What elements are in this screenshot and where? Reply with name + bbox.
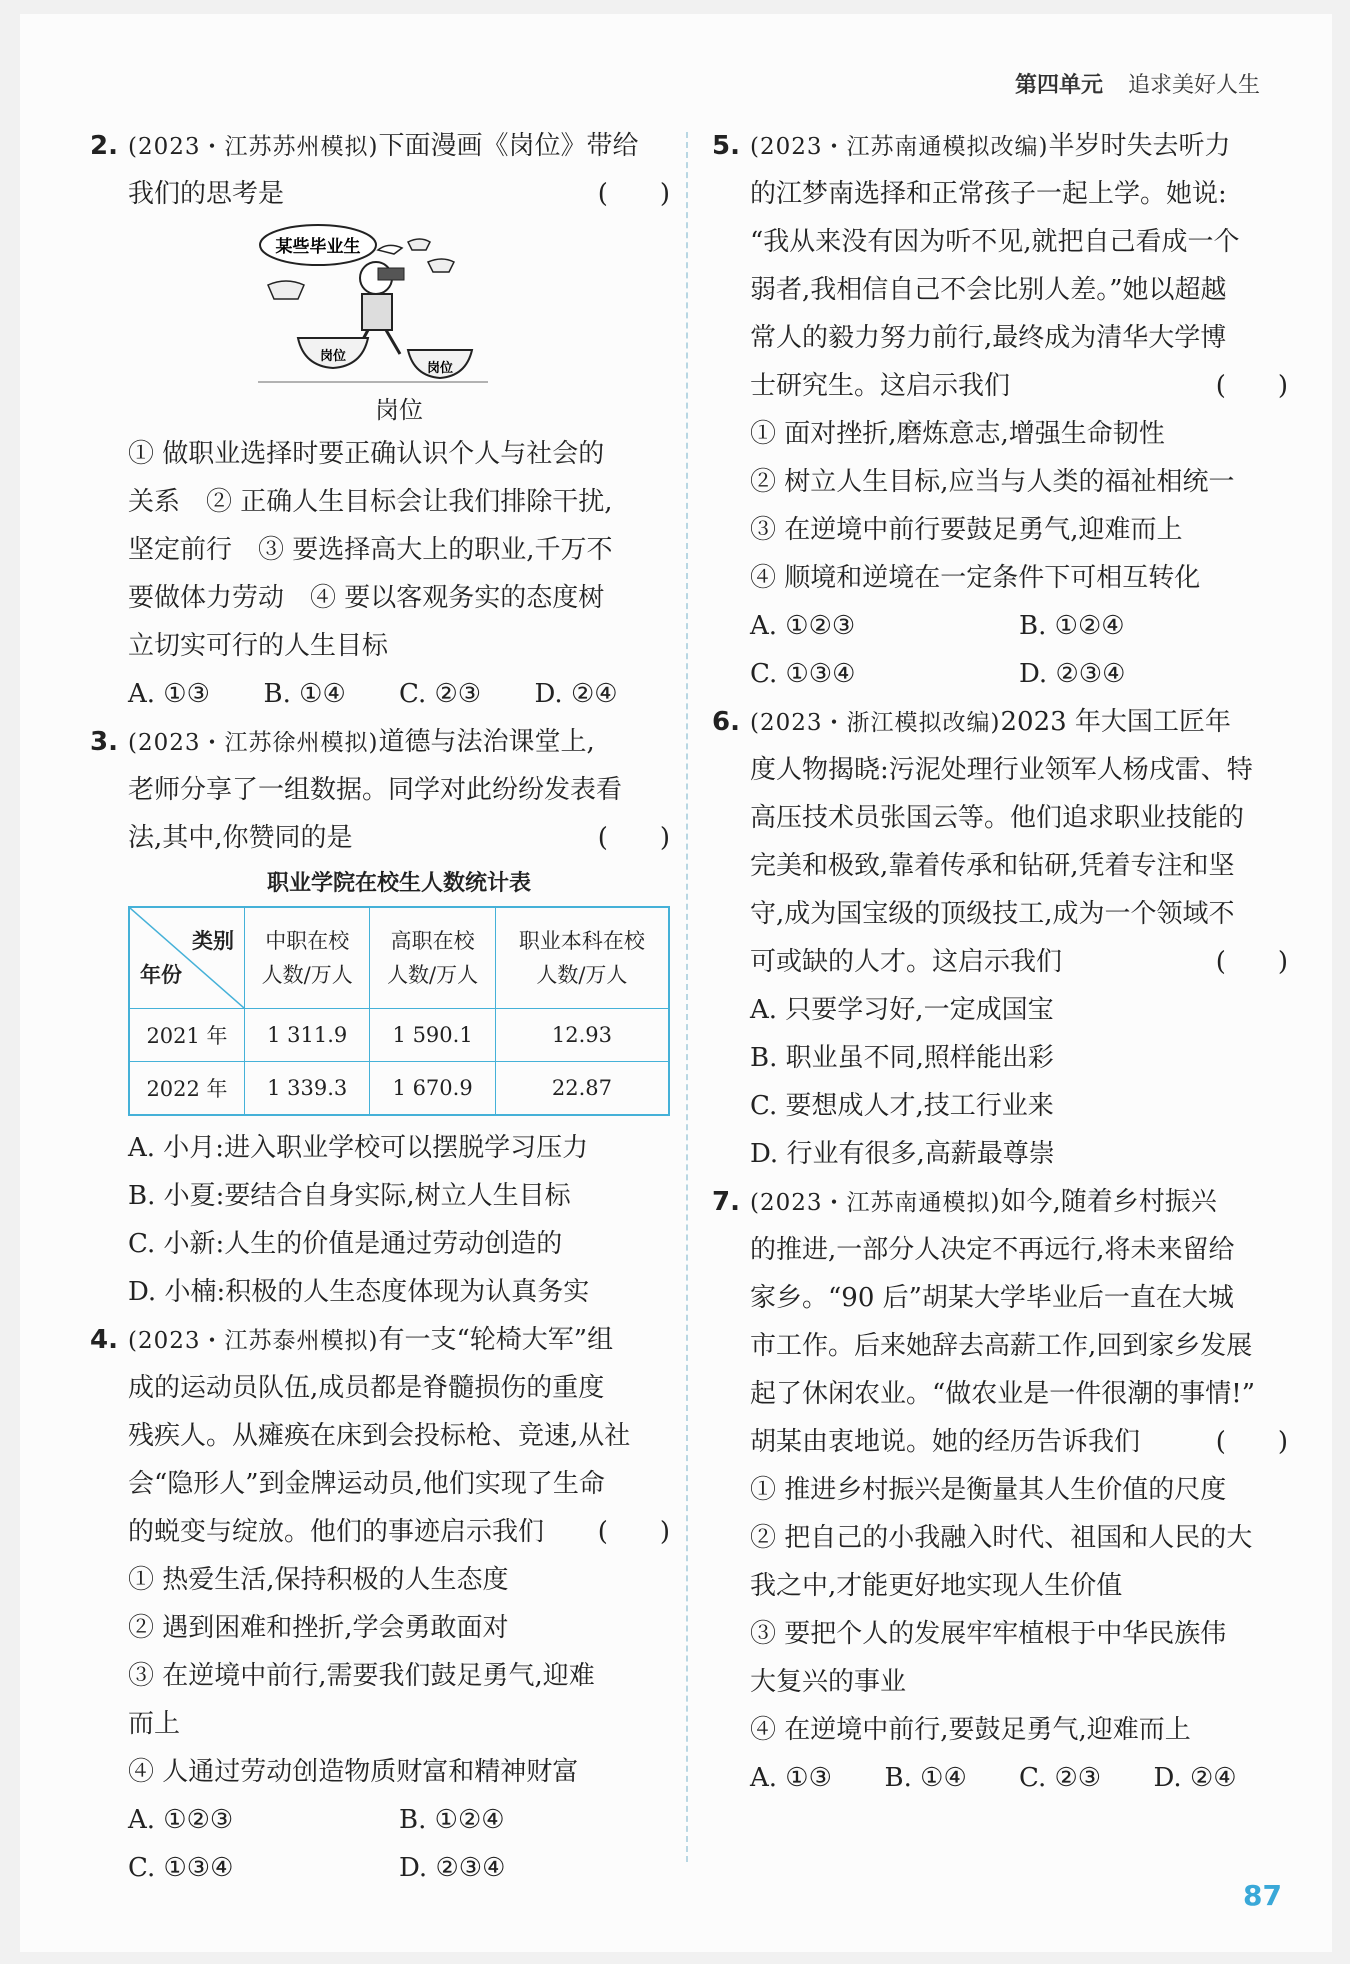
statement-line: ④ 在逆境中前行,要鼓足勇气,迎难而上 <box>750 1715 1191 1745</box>
answer-blank: ( ) <box>1215 947 1288 977</box>
statement-line: ② 把自己的小我融入时代、祖国和人民的大 <box>750 1523 1253 1553</box>
statement-line: 坚定前行 ③ 要选择高大上的职业,千万不 <box>128 535 613 565</box>
cartoon-caption: 岗位 <box>375 396 423 424</box>
statement-line: ③ 要把个人的发展牢牢植根于中华民族伟 <box>750 1619 1227 1649</box>
column-header: 职业本科在校 人数/万人 <box>495 907 669 1009</box>
corner-year-label: 年份 <box>140 963 182 987</box>
statement-line: 关系 ② 正确人生目标会让我们排除干扰, <box>128 487 613 517</box>
question-text: 胡某由衷地说。她的经历告诉我们 <box>750 1427 1141 1457</box>
answer-options <box>90 1796 670 1844</box>
corner-category-label: 类别 <box>192 929 234 953</box>
option-a[interactable]: A. ①②③ <box>750 611 856 641</box>
option-a[interactable]: A. ①③ <box>750 1763 832 1793</box>
question-source: (2023・江苏徐州模拟) <box>128 730 379 756</box>
option-b[interactable]: B. 小夏:要结合自身实际,树立人生目标 <box>128 1181 571 1211</box>
enrollment-table <box>128 906 670 1116</box>
textbook-page <box>20 14 1332 1952</box>
statement-line: ② 树立人生目标,应当与人类的福祉相统一 <box>750 467 1235 497</box>
option-b[interactable]: B. 职业虽不同,照样能出彩 <box>750 1043 1054 1073</box>
option-a[interactable]: A. 只要学习好,一定成国宝 <box>750 995 1054 1025</box>
question-text: 的江梦南选择和正常孩子一起上学。她说: <box>750 179 1227 209</box>
question-text: 残疾人。从瘫痪在床到会投标枪、竞速,从社 <box>128 1421 631 1451</box>
question-source: (2023・江苏南通模拟改编) <box>750 134 1049 160</box>
cartoon-label-bowl: 岗位 <box>426 361 454 376</box>
question-text: 起了休闲农业。“做农业是一件很潮的事情!” <box>750 1379 1256 1409</box>
option-d[interactable]: D. ②③④ <box>1019 659 1126 689</box>
question-text: 可或缺的人才。这启示我们 <box>750 947 1063 977</box>
question-number: 6. <box>712 707 740 737</box>
question-text: 2023 年大国工匠年 <box>1000 707 1231 737</box>
cartoon-illustration <box>258 220 498 390</box>
question-5 <box>712 122 1288 698</box>
question-text: 弱者,我相信自己不会比别人差。”她以超越 <box>750 275 1227 305</box>
statement-line: 我之中,才能更好地实现人生价值 <box>750 1571 1123 1601</box>
table-cell: 1 590.1 <box>370 1009 495 1062</box>
option-b[interactable]: B. ①④ <box>263 679 346 709</box>
statement-line: ① 做职业选择时要正确认识个人与社会的 <box>128 439 605 469</box>
question-text: 道德与法治课堂上, <box>378 727 595 757</box>
table-cell: 1 339.3 <box>245 1062 370 1116</box>
statement-line: ③ 在逆境中前行,需要我们鼓足勇气,迎难 <box>128 1661 595 1691</box>
question-text: 高压技术员张国云等。他们追求职业技能的 <box>750 803 1245 833</box>
table-corner-cell <box>129 907 245 1009</box>
question-number: 2. <box>90 131 118 161</box>
question-number: 7. <box>712 1187 740 1217</box>
question-2 <box>90 122 670 718</box>
unit-title: 追求美好人生 <box>1127 73 1260 98</box>
statement-line: ② 遇到困难和挫折,学会勇敢面对 <box>128 1613 509 1643</box>
option-d[interactable]: D. 小楠:积极的人生态度体现为认真务实 <box>128 1277 590 1307</box>
cartoon-label-bowl: 岗位 <box>319 349 347 364</box>
question-7 <box>712 1178 1288 1802</box>
answer-options <box>712 650 1288 698</box>
option-d[interactable]: D. ②④ <box>534 679 618 709</box>
question-text: 市工作。后来她辞去高薪工作,回到家乡发展 <box>750 1331 1253 1361</box>
answer-blank: ( ) <box>597 1517 670 1547</box>
statement-line: 立切实可行的人生目标 <box>128 631 389 661</box>
statement-line: ① 面对挫折,磨炼意志,增强生命韧性 <box>750 419 1165 449</box>
option-b[interactable]: B. ①②④ <box>399 1805 505 1835</box>
right-column <box>712 122 1288 1802</box>
question-text: 守,成为国宝级的顶级技工,成为一个领域不 <box>750 899 1235 929</box>
question-text: 完美和极致,靠着传承和钻研,凭着专注和坚 <box>750 851 1235 881</box>
question-text: 法,其中,你赞同的是 <box>128 823 353 853</box>
question-4 <box>90 1316 670 1892</box>
question-source: (2023・江苏南通模拟) <box>750 1190 1001 1216</box>
question-number: 5. <box>712 131 740 161</box>
question-number: 3. <box>90 727 118 757</box>
statement-line: 大复兴的事业 <box>750 1667 907 1697</box>
statement-line: 而上 <box>128 1709 181 1739</box>
statement-line: ③ 在逆境中前行要鼓足勇气,迎难而上 <box>750 515 1183 545</box>
answer-options <box>90 1844 670 1892</box>
table-header-row <box>129 907 669 1009</box>
question-text: 成的运动员队伍,成员都是脊髓损伤的重度 <box>128 1373 605 1403</box>
unit-label: 第四单元 <box>1014 73 1103 98</box>
column-divider <box>686 132 688 1862</box>
answer-blank: ( ) <box>597 823 670 853</box>
option-c[interactable]: C. 小新:人生的价值是通过劳动创造的 <box>128 1229 563 1259</box>
cartoon-label-graduate: 某些毕业生 <box>275 237 361 257</box>
question-source: (2023・浙江模拟改编) <box>750 710 1001 736</box>
statement-line: ① 推进乡村振兴是衡量其人生价值的尺度 <box>750 1475 1227 1505</box>
table-cell: 2022 年 <box>129 1062 245 1116</box>
option-c[interactable]: C. ②③ <box>399 679 482 709</box>
option-c[interactable]: C. ②③ <box>1019 1763 1102 1793</box>
option-d[interactable]: D. 行业有很多,高薪最尊崇 <box>750 1139 1055 1169</box>
question-text: 老师分享了一组数据。同学对此纷纷发表看 <box>128 775 623 805</box>
option-a[interactable]: A. 小月:进入职业学校可以摆脱学习压力 <box>128 1133 589 1163</box>
option-d[interactable]: D. ②③④ <box>399 1853 506 1883</box>
option-a[interactable]: A. ①③ <box>128 679 210 709</box>
option-c[interactable]: C. ①③④ <box>128 1853 234 1883</box>
question-text: 会“隐形人”到金牌运动员,他们实现了生命 <box>128 1469 605 1499</box>
option-d[interactable]: D. ②④ <box>1153 1763 1237 1793</box>
question-source: (2023・江苏苏州模拟) <box>128 134 379 160</box>
statement-line: ④ 顺境和逆境在一定条件下可相互转化 <box>750 563 1201 593</box>
table-cell: 1 670.9 <box>370 1062 495 1116</box>
answer-blank: ( ) <box>597 179 670 209</box>
table-cell: 12.93 <box>495 1009 669 1062</box>
page-header <box>1015 68 1260 99</box>
option-a[interactable]: A. ①②③ <box>128 1805 234 1835</box>
answer-options <box>712 1754 1288 1802</box>
table-cell: 1 311.9 <box>245 1009 370 1062</box>
table-row <box>129 1009 669 1062</box>
statement-line: 要做体力劳动 ④ 要以客观务实的态度树 <box>128 583 605 613</box>
answer-options <box>712 602 1288 650</box>
question-6 <box>712 698 1288 1178</box>
question-3 <box>90 718 670 1316</box>
table-cell: 22.87 <box>495 1062 669 1116</box>
statement-line: ① 热爱生活,保持积极的人生态度 <box>128 1565 509 1595</box>
option-c[interactable]: C. ①③④ <box>750 659 856 689</box>
question-text: 如今,随着乡村振兴 <box>1000 1187 1217 1217</box>
question-text: 下面漫画《岗位》带给 <box>378 131 639 161</box>
question-number: 4. <box>90 1325 118 1355</box>
table-row <box>129 1062 669 1116</box>
question-text: 的蜕变与绽放。他们的事迹启示我们 <box>128 1517 545 1547</box>
question-text: 常人的毅力努力前行,最终成为清华大学博 <box>750 323 1227 353</box>
column-header: 中职在校 人数/万人 <box>245 907 370 1009</box>
question-text: 士研究生。这启示我们 <box>750 371 1011 401</box>
column-header: 高职在校 人数/万人 <box>370 907 495 1009</box>
option-b[interactable]: B. ①②④ <box>1019 611 1125 641</box>
table-title: 职业学院在校生人数统计表 <box>266 871 531 896</box>
question-text: 我们的思考是 <box>128 179 285 209</box>
question-source: (2023・江苏泰州模拟) <box>128 1328 379 1354</box>
question-text: 有一支“轮椅大军”组 <box>378 1325 614 1355</box>
page-number: 87 <box>1243 1879 1282 1912</box>
cartoon-figure <box>128 220 670 390</box>
answer-blank: ( ) <box>1215 1427 1288 1457</box>
question-text: 的推进,一部分人决定不再远行,将未来留给 <box>750 1235 1235 1265</box>
question-text: 家乡。“90 后”胡某大学毕业后一直在大城 <box>750 1283 1234 1313</box>
option-b[interactable]: B. ①④ <box>884 1763 967 1793</box>
question-text: 半岁时失去听力 <box>1048 131 1231 161</box>
answer-options <box>90 670 670 718</box>
statement-line: ④ 人通过劳动创造物质财富和精神财富 <box>128 1757 579 1787</box>
question-text: 度人物揭晓:污泥处理行业领军人杨戌雷、特 <box>750 755 1253 785</box>
answer-blank: ( ) <box>1215 371 1288 401</box>
left-column <box>90 122 670 1892</box>
question-text: “我从来没有因为听不见,就把自己看成一个 <box>750 227 1240 257</box>
option-c[interactable]: C. 要想成人才,技工行业来 <box>750 1091 1054 1121</box>
table-cell: 2021 年 <box>129 1009 245 1062</box>
